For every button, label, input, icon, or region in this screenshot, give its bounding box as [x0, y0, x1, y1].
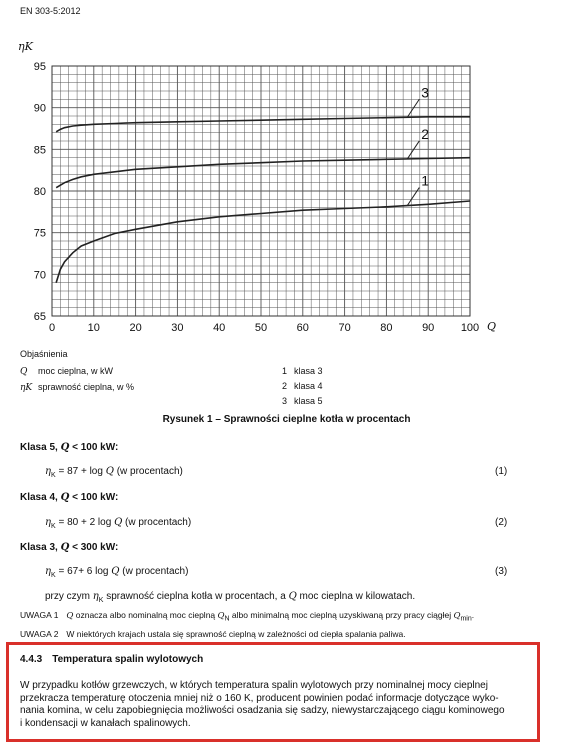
- series-leader-2: [407, 141, 419, 159]
- series-label-3: 3: [421, 84, 430, 101]
- where-clause: przy czym $\eta_K$ sprawność cieplna kotła w procentach, a Q moc cieplna w kilowatach.: [45, 591, 416, 604]
- legend-item-1: 1 klasa 3: [282, 366, 323, 376]
- x-axis-label: Q: [487, 320, 497, 333]
- x-tick-label: 40: [213, 322, 226, 334]
- section-line: i kondensacji w kanałach spalinowych.: [20, 717, 191, 729]
- equation-3: $\eta_K = 67+ 6$ log Q (w procentach): [45, 566, 189, 579]
- y-tick-label: 65: [33, 311, 46, 323]
- chart-series: [56, 84, 470, 282]
- section-line: nania komina, w celu zapobiegnięcia możliwości osadzania się sadzy, niewystarczającego ciągu kominowego: [20, 705, 505, 716]
- legend-left: [20, 364, 134, 396]
- legend-item-2: 2 klasa 4: [282, 381, 323, 391]
- equation-1: $\eta_K = 87 + \log Q$ (w procentach): [45, 466, 183, 479]
- series-leader-3: [407, 99, 419, 117]
- chart-grid: [52, 66, 470, 316]
- series-leader-1: [407, 188, 419, 206]
- series-label-1: 1: [421, 172, 430, 189]
- series-line-2: [56, 158, 470, 188]
- x-tick-label: 50: [254, 322, 268, 334]
- series-label-2: 2: [421, 125, 430, 142]
- legend-right: [282, 364, 323, 409]
- figure-caption: Rysunek 1 – Sprawności cieplne kotła w procentach: [162, 414, 411, 425]
- y-tick-label: 95: [33, 61, 46, 73]
- x-tick-label: 100: [460, 322, 480, 334]
- x-tick-label: 20: [129, 322, 142, 334]
- class-heading-5: Klasa 5, Q < 100 kW:: [20, 442, 119, 453]
- section-heading: 4.4.3 Temperatura spalin wylotowych: [20, 654, 204, 665]
- y-tick-label: 75: [33, 227, 46, 240]
- efficiency-chart: [0, 0, 573, 345]
- legend-title: Objaśnienia: [20, 349, 68, 359]
- x-tick-label: 0: [48, 322, 56, 334]
- y-tick-label: 85: [33, 144, 46, 157]
- y-tick-label: 70: [33, 269, 46, 282]
- x-tick-label: 90: [422, 322, 435, 334]
- equation-1-number: (1): [495, 466, 508, 477]
- document-header: EN 303-5:2012: [20, 6, 81, 16]
- class-heading-4: Klasa 4, Q < 100 kW:: [20, 492, 119, 503]
- y-tick-label: 80: [33, 186, 46, 198]
- x-tick-label: 10: [87, 322, 100, 334]
- section-body: [20, 680, 505, 730]
- x-tick-label: 60: [296, 322, 309, 334]
- y-tick-label: 90: [33, 102, 46, 115]
- legend-item-3: 3 klasa 5: [282, 396, 323, 406]
- x-tick-label: 80: [380, 322, 393, 334]
- x-tick-label: 70: [338, 322, 351, 334]
- x-tick-label: 30: [171, 322, 184, 334]
- section-line: przekracza temperaturę otoczenia mniej niż o 160 K, producent powinien podać informacje dotyczące wyko-: [20, 692, 499, 704]
- equation-3-number: (3): [495, 566, 508, 577]
- section-line: W przypadku kotłów grzewczych, w których temperatura spalin wylotowych przy nominalnej mocy cieplnej: [20, 680, 488, 691]
- legend-item-eta: ηK sprawność cieplna, w %: [20, 382, 135, 393]
- series-line-1: [56, 201, 470, 283]
- y-axis-label: ηK: [18, 40, 33, 53]
- equation-2-number: (2): [495, 517, 508, 528]
- note-1: UWAGA 1 Q oznacza albo nominalną moc cieplną $Q_N$ albo minimalną moc cieplną uzyskiwaną przy pracy ciągłej $Q_{min}$.: [20, 610, 475, 623]
- legend-item-q: Q moc cieplna, w kW: [20, 366, 114, 377]
- equation-2: $\eta_K = 80 + 2$ log Q (w procentach): [45, 517, 192, 530]
- class-heading-3: Klasa 3, Q < 300 kW:: [20, 542, 119, 553]
- note-2: UWAGA 2 W niektórych krajach ustala się sprawność cieplną w zależności od ciepła spalania paliwa.: [20, 629, 406, 639]
